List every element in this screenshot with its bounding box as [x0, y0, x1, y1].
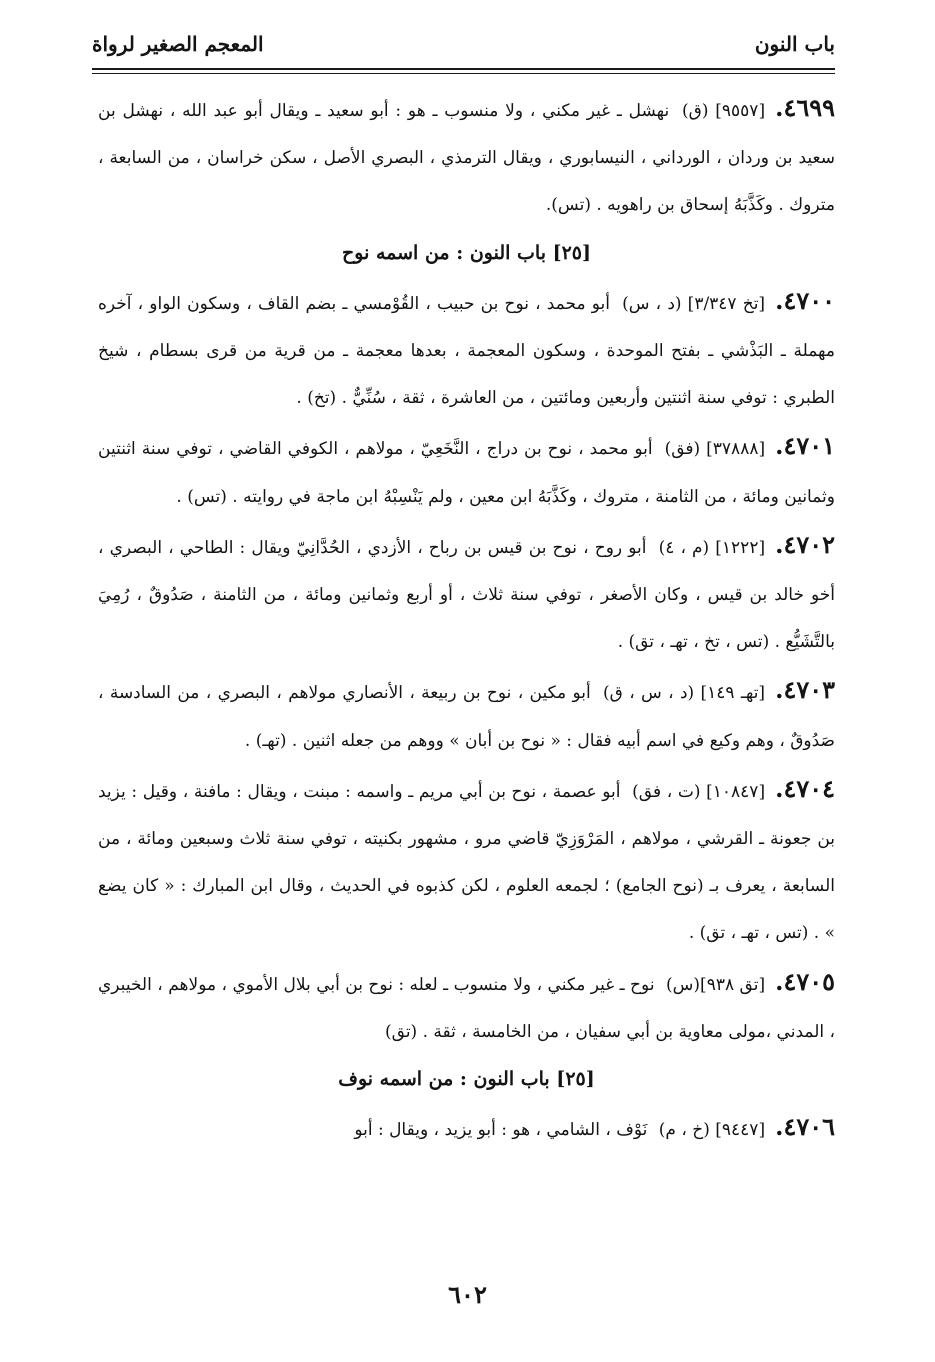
- entry-4700: [98, 277, 835, 423]
- entry-text: نوح ـ غير مكني ، ولا منسوب ـ لعله : نوح بن أبي بلال الأموي ، مولاهم ، الخيبري ، المدني ،مولى معاوية بن أبي سفيان ، من الخامسة ، ثقة . (تق): [98, 974, 835, 1042]
- entry-codes: [٩٥٥٧] (ق): [682, 101, 766, 121]
- entry-4699: [98, 84, 835, 230]
- header-rule-thick: [92, 68, 835, 70]
- entry-number: ٤٧٠٠.: [775, 285, 835, 315]
- entry-text: نهشل ـ غير مكني ، ولا منسوب ـ هو : أبو سعيد ـ ويقال أبو عبد الله ، نهشل بن سعيد بن وردان ، الورداني ، النيسابوري ، ويقال الترمذي ، البصري الأصل ، سكن خراسان ، من السابعة ، متروك . وكَذَّبَهُ إسحاق بن راهويه . (تس).: [98, 101, 835, 216]
- entry-number: ٤٧٠٦.: [775, 1112, 835, 1142]
- entry-number: ٤٧٠١.: [775, 431, 836, 461]
- entry-text: أبو روح ، نوح بن قيس بن رباح ، الأزدي ، الحُدَّانِيّ ويقال : الطاحي ، البصري ، أخو خالد بن قيس ، وكان الأصغر ، توفي سنة ثلاث ، أو أربع وثمانين ومائة ، من الثامنة ، صَدُوقٌ ، رُمِيَ بالتَّشَيُّع . (تس ، تخ ، تهـ ، تق) .: [98, 537, 835, 653]
- entry-codes: [تق ٩٣٨](س): [666, 974, 766, 995]
- entry-codes: [١٠٨٤٧] (ت ، فق): [632, 781, 766, 802]
- main-text: [98, 84, 835, 1154]
- entry-text: أبو محمد ، نوح بن دراج ، النَّخَعِيّ ، مولاهم ، الكوفي القاضي ، توفي سنة اثنتين وثمانين ومائة ، من الثامنة ، متروك ، وكَذَّبَهُ ابن معين ، ولم يَنْسِبْهُ ابن ماجة في روايته . (تس) .: [98, 439, 835, 507]
- entry-4701: [98, 422, 835, 520]
- entry-4705: [98, 958, 835, 1056]
- entry-4706: [98, 1103, 835, 1154]
- entry-number: ٤٧٠٣.: [775, 675, 835, 705]
- header-rule-thin: [92, 73, 835, 74]
- entry-number: ٤٦٩٩.: [775, 93, 835, 122]
- entry-text: أبو مكين ، نوح بن ربيعة ، الأنصاري مولاهم ، البصري ، من السادسة ، صَدُوقٌ ، وهم وكيع في اسم أبيه فقال : « نوح بن أبان » ووهم من جعله اثنين . (تهـ) .: [98, 683, 835, 751]
- running-header: [92, 28, 835, 68]
- entry-number: ٤٧٠٥.: [775, 966, 836, 996]
- entry-number: ٤٧٠٤.: [775, 773, 835, 803]
- entry-4704: [98, 765, 835, 958]
- entry-number: ٤٧٠٢.: [775, 529, 836, 559]
- entry-codes: [تهـ ١٤٩] (د ، س ، ق): [603, 683, 766, 704]
- page-number: ٦٠٢: [448, 1280, 487, 1309]
- entry-codes: [٩٤٤٧] (خ ، م): [658, 1120, 766, 1141]
- entry-text: أبو محمد ، نوح بن حبيب ، القُوْمسي ـ بضم القاف ، وسكون الواو ، آخره مهملة ـ البَذْشي ـ بفتح الموحدة ، وسكون المعجمة ، بعدها معجمة ـ من قرية من قرى بسطام ، شيخ الطبري : توفي سنة اثنتين وأربعين ومائتين ، من العاشرة ، ثقة ، سُنِّيٌّ . (تخ) .: [98, 293, 835, 409]
- header-chapter-title: باب النون: [754, 32, 835, 56]
- section-heading-nawf: [٢٥] باب النون : من اسمه نوف: [338, 1068, 595, 1091]
- entry-codes: [١٢٢٢] (م ، ٤): [658, 537, 766, 558]
- section-heading-nuh: [٢٥] باب النون : من اسمه نوح: [341, 241, 592, 264]
- header-book-title: المعجم الصغير لرواة: [92, 32, 264, 56]
- entry-codes: [تخ ٣/٣٤٧] (د ، س): [622, 293, 766, 314]
- entry-text: أبو عصمة ، نوح بن أبي مريم ـ واسمه : مبنت ، ويقال : مافنة ، وقيل : يزيد بن جعونة ـ القرشي ، مولاهم ، المَرْوَزِيّ قاضي مرو ، مشهور بكنيته ، توفي سنة ثلاث وسبعين ومائة ، من السابعة ، يعرف بـ (نوح الجامع) ؛ لجمعه العلوم ، لكن كذبوه في الحديث ، وقال ابن المبارك : « كان يضع » . (تس ، تهـ ، تق) .: [98, 781, 835, 944]
- entry-codes: [٣٧٨٨٨] (فق): [664, 439, 766, 460]
- entry-text: نَوْف ، الشامي ، هو : أبو يزيد ، ويقال : أبو: [354, 1120, 648, 1141]
- entry-4702: [98, 521, 835, 667]
- entry-4703: [98, 666, 835, 764]
